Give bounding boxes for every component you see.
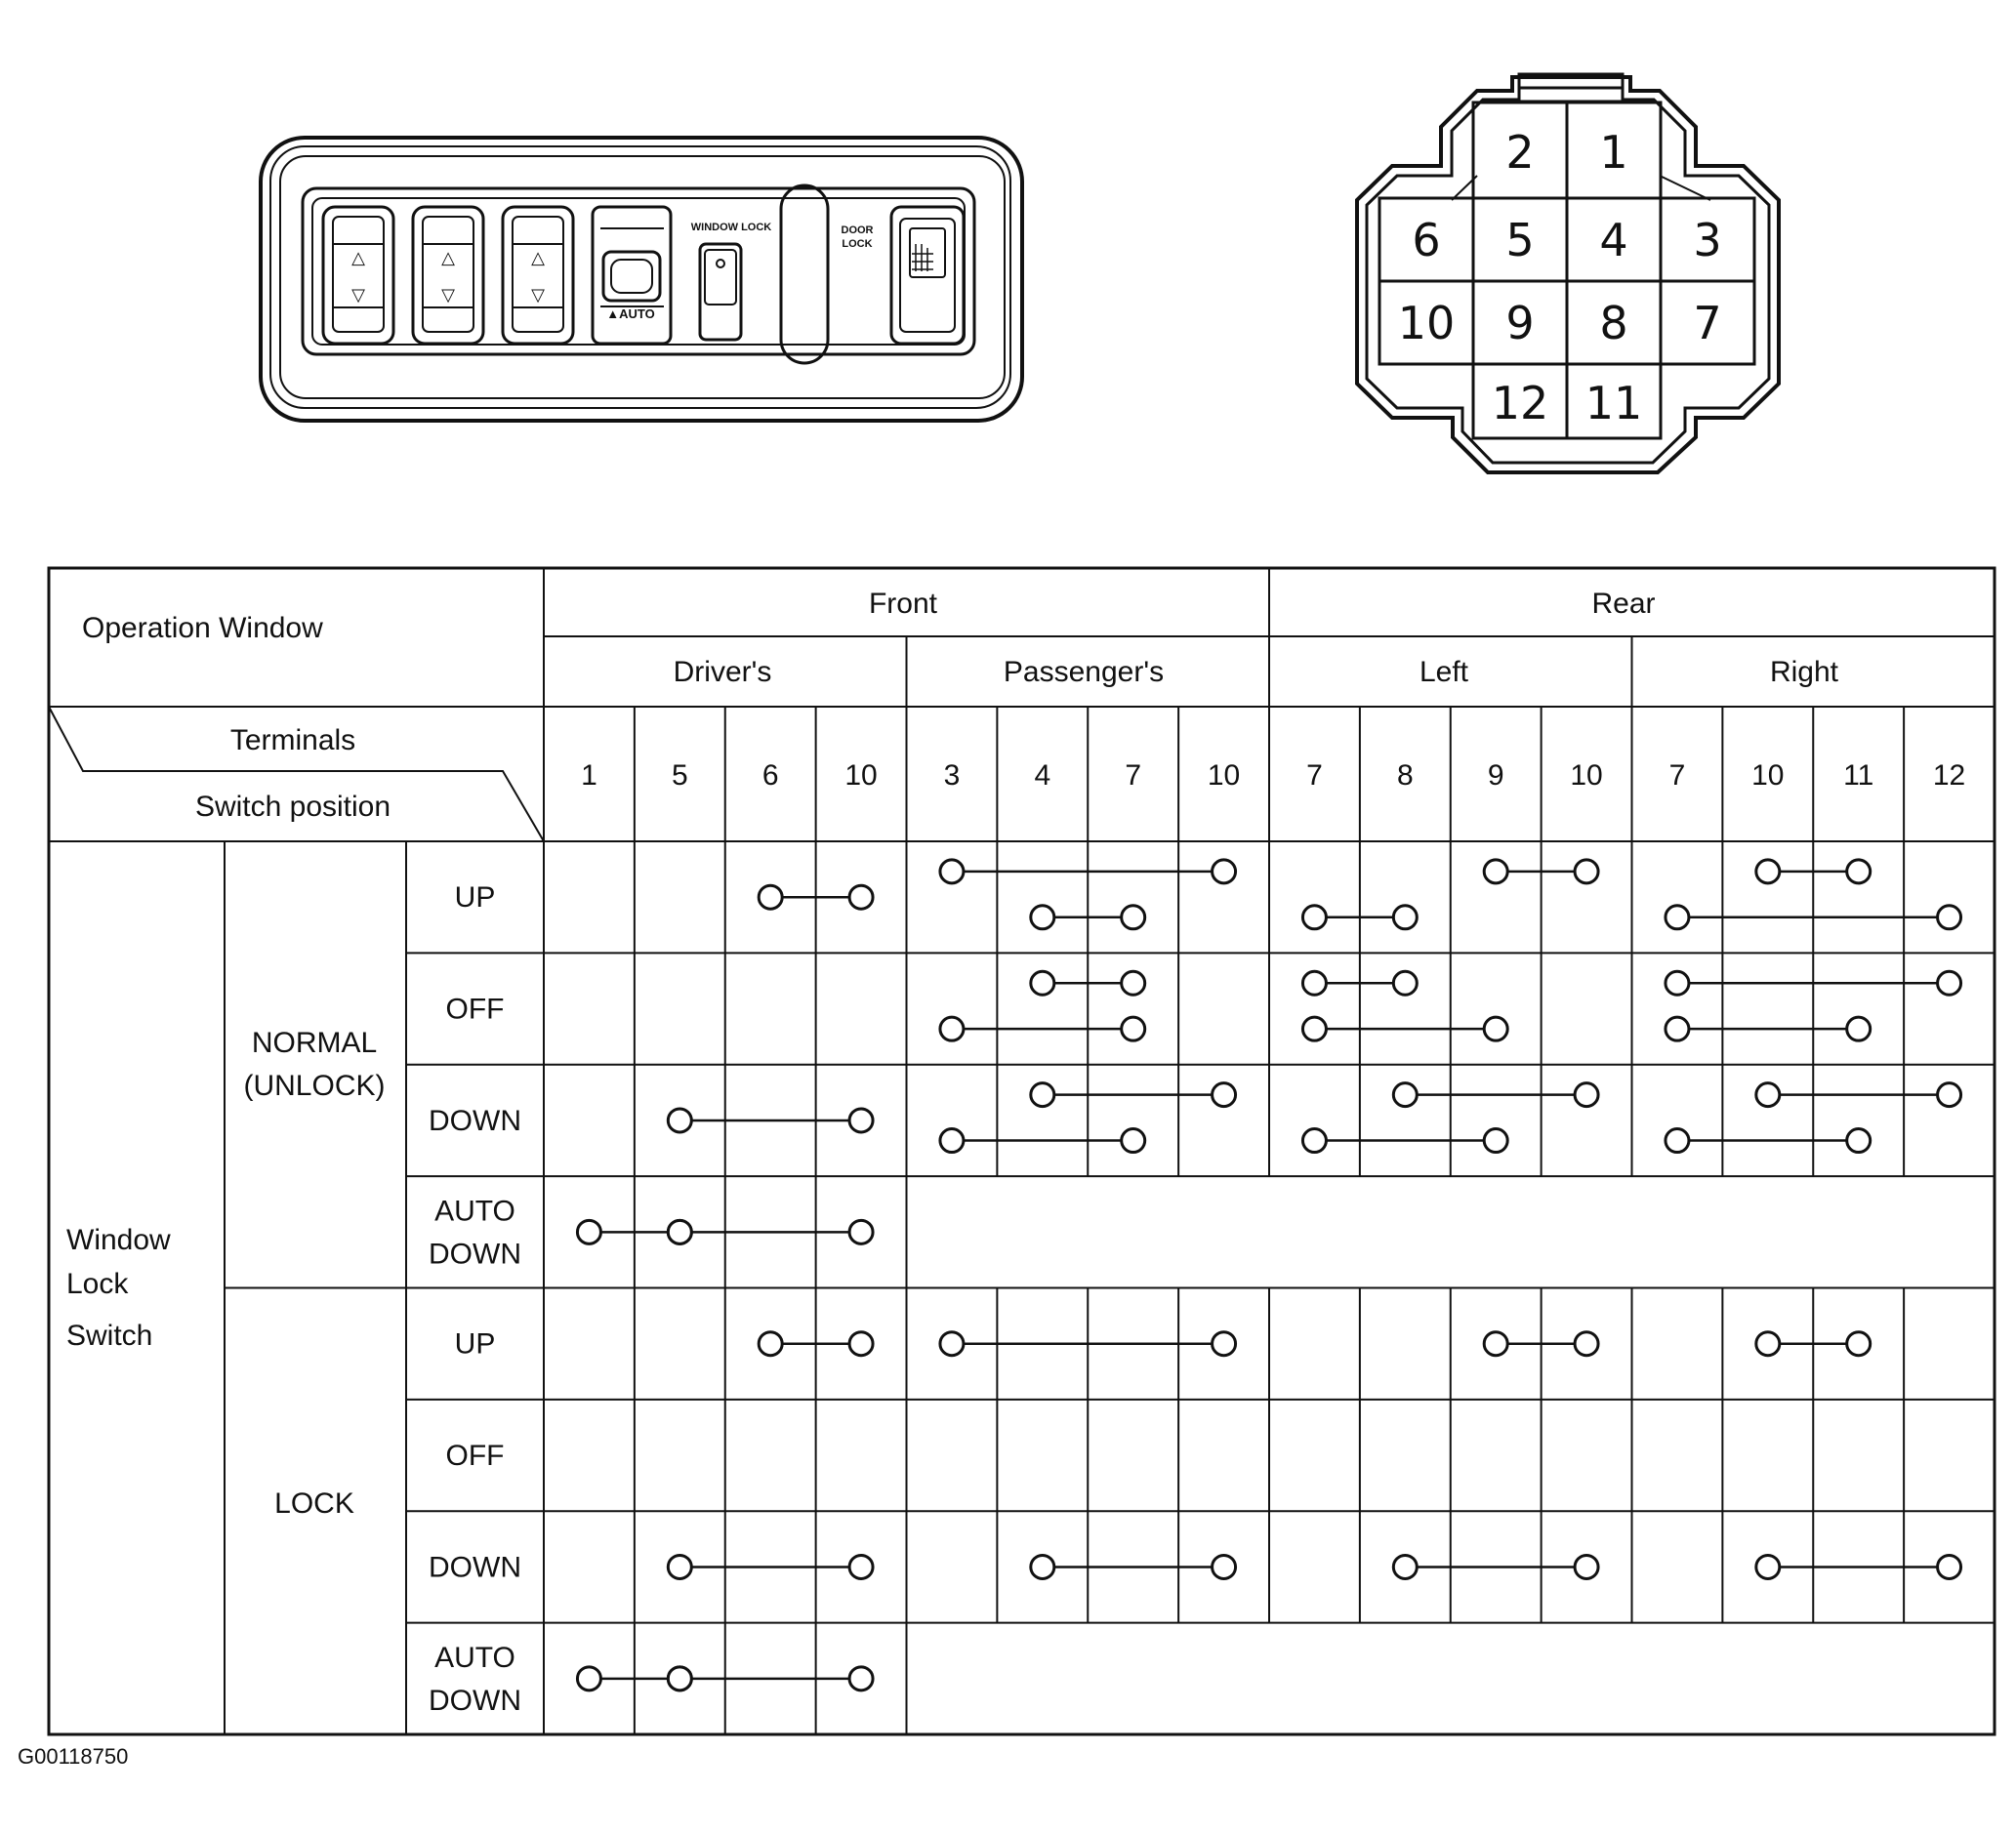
operation-window-label: Operation Window <box>82 612 323 644</box>
terminal-dot <box>1122 906 1145 929</box>
group-front: Front <box>868 588 938 620</box>
terminal-dot <box>1031 971 1054 995</box>
terminal-dot <box>577 1667 600 1690</box>
window-lock-switch[interactable] <box>700 244 741 340</box>
pin-8: 8 <box>1599 297 1628 349</box>
continuity-link <box>1666 1129 1871 1153</box>
continuity-link <box>1302 1129 1507 1153</box>
terminal-dot <box>1393 906 1417 929</box>
terminal-dot <box>1213 1555 1236 1578</box>
terminal-dot <box>1756 1555 1780 1578</box>
terminal-header: 10 <box>1207 759 1241 792</box>
panel-divider <box>781 185 828 363</box>
terminal-dot <box>1031 1083 1054 1107</box>
terminal-dot <box>849 1555 873 1578</box>
terminal-dot <box>1393 1083 1417 1107</box>
switch-position-label: UP <box>454 881 496 915</box>
pin-11: 11 <box>1584 377 1643 429</box>
mode-normal-line1: NORMAL <box>251 1027 378 1059</box>
switch-position-label: DOWN <box>429 1104 521 1137</box>
pin-10: 10 <box>1397 297 1456 349</box>
continuity-table <box>49 568 1995 1734</box>
continuity-link <box>1393 1083 1598 1107</box>
terminal-header: 11 <box>1843 759 1874 792</box>
mode-normal-line2: (UNLOCK) <box>243 1070 386 1102</box>
terminal-header: 9 <box>1487 759 1504 792</box>
terminal-dot <box>759 1332 782 1356</box>
continuity-link <box>668 1555 873 1578</box>
terminal-header: 3 <box>943 759 961 792</box>
continuity-link <box>1393 1555 1598 1578</box>
continuity-link <box>668 1667 873 1690</box>
terminal-header: 1 <box>581 759 597 792</box>
terminal-dot <box>1847 860 1871 883</box>
down-arrow-icon: ▽ <box>441 285 455 305</box>
terminal-dot <box>940 1129 964 1153</box>
terminal-header: 7 <box>1668 759 1686 792</box>
terminal-dot <box>1393 971 1417 995</box>
terminal-dot <box>1484 860 1507 883</box>
door-lock-label-line1: DOOR <box>841 224 874 236</box>
terminal-dot <box>759 885 782 909</box>
terminal-dot <box>668 1220 691 1243</box>
terminal-dot <box>1666 1129 1689 1153</box>
terminal-dot <box>1847 1332 1871 1356</box>
terminal-dot <box>1938 1083 1961 1107</box>
terminal-dot <box>1302 906 1326 929</box>
terminal-dot <box>849 885 873 909</box>
subgroup-drivers: Driver's <box>673 656 772 688</box>
terminal-dot <box>1213 1083 1236 1107</box>
pin-9: 9 <box>1505 297 1535 349</box>
switch-position-label: AUTO <box>434 1195 515 1228</box>
terminal-dot <box>1031 906 1054 929</box>
continuity-link <box>1666 1017 1871 1040</box>
terminal-dot <box>1575 1555 1598 1578</box>
terminal-dot <box>1756 860 1780 883</box>
window-lock-switch-label-line1: Window <box>66 1224 171 1256</box>
switch-position-label: OFF <box>445 1440 505 1473</box>
pin-1: 1 <box>1599 126 1628 179</box>
pin-2: 2 <box>1505 126 1535 179</box>
terminal-header: 5 <box>671 759 688 792</box>
switch-position-label: DOWN <box>429 1238 521 1271</box>
terminals-label: Terminals <box>229 724 356 756</box>
subgroup-rear-left: Left <box>1419 656 1469 688</box>
switch-position-label: UP <box>454 1327 496 1361</box>
door-lock-icon <box>912 244 933 271</box>
continuity-link <box>1302 1017 1507 1040</box>
terminal-dot <box>1575 860 1598 883</box>
terminal-dot <box>1122 1017 1145 1040</box>
terminal-header: 7 <box>1125 759 1142 792</box>
auto-label: ▲AUTO <box>606 306 655 321</box>
switch-position-label: DOWN <box>429 1551 521 1584</box>
continuity-link <box>1756 1555 1961 1578</box>
window-switch-rear-left[interactable] <box>323 207 393 344</box>
terminal-dot <box>1938 971 1961 995</box>
terminal-dot <box>1122 971 1145 995</box>
terminal-dot <box>1302 1129 1326 1153</box>
terminal-dot <box>1575 1083 1598 1107</box>
continuity-link <box>668 1220 873 1243</box>
terminal-dot <box>1847 1017 1871 1040</box>
terminal-dot <box>1938 1555 1961 1578</box>
connector-face <box>1357 74 1779 472</box>
terminal-dot <box>849 1332 873 1356</box>
up-arrow-icon: △ <box>441 248 455 267</box>
pin-4: 4 <box>1599 214 1628 266</box>
driver-auto-switch[interactable] <box>593 207 671 344</box>
subgroup-rear-right: Right <box>1769 656 1839 688</box>
terminal-header: 7 <box>1306 759 1323 792</box>
terminal-dot <box>1666 906 1689 929</box>
pin-5: 5 <box>1505 214 1535 266</box>
master-switch-panel <box>261 138 1022 421</box>
terminal-dot <box>1484 1017 1507 1040</box>
window-switch-rear-right[interactable] <box>413 207 483 344</box>
terminal-dot <box>1847 1129 1871 1153</box>
subgroup-passengers: Passenger's <box>1003 656 1165 688</box>
window-lock-switch-label-line3: Switch <box>66 1320 153 1352</box>
terminal-dot <box>1938 906 1961 929</box>
terminal-header: 4 <box>1034 759 1051 792</box>
window-lock-switch-label-line2: Lock <box>66 1268 129 1300</box>
terminal-dot <box>1575 1332 1598 1356</box>
continuity-link <box>1031 1083 1236 1107</box>
window-switch-front-passenger[interactable] <box>503 207 573 344</box>
terminal-header: 12 <box>1932 759 1966 792</box>
down-arrow-icon: ▽ <box>531 285 545 305</box>
door-lock-label-line2: LOCK <box>842 238 873 250</box>
continuity-link <box>668 1109 873 1132</box>
down-arrow-icon: ▽ <box>351 285 365 305</box>
terminal-dot <box>1393 1555 1417 1578</box>
continuity-link <box>940 1017 1145 1040</box>
terminal-header: 10 <box>1751 759 1785 792</box>
terminal-dot <box>1302 1017 1326 1040</box>
continuity-link <box>940 1129 1145 1153</box>
terminal-header: 6 <box>761 759 779 792</box>
switch-position-label: DOWN <box>429 1684 521 1717</box>
group-rear: Rear <box>1591 588 1656 620</box>
figure-id: G00118750 <box>18 1744 129 1769</box>
terminal-dot <box>1756 1083 1780 1107</box>
switch-position-label: Switch position <box>194 791 391 823</box>
terminal-dot <box>1484 1129 1507 1153</box>
terminal-dot <box>1302 971 1326 995</box>
terminal-dot <box>1122 1129 1145 1153</box>
terminal-dot <box>849 1220 873 1243</box>
terminal-header: 10 <box>1570 759 1603 792</box>
terminal-dot <box>1666 1017 1689 1040</box>
up-arrow-icon: △ <box>351 248 365 267</box>
pin-3: 3 <box>1693 214 1722 266</box>
terminal-dot <box>849 1667 873 1690</box>
terminal-header: 10 <box>844 759 878 792</box>
window-lock-label: WINDOW LOCK <box>690 222 772 233</box>
continuity-link <box>1031 1555 1236 1578</box>
switch-position-label: OFF <box>445 993 505 1026</box>
terminal-dot <box>668 1667 691 1690</box>
door-lock-switch[interactable] <box>891 207 964 344</box>
terminal-header: 8 <box>1396 759 1414 792</box>
pin-6: 6 <box>1412 214 1441 266</box>
terminal-dot <box>940 860 964 883</box>
terminal-dot <box>1484 1332 1507 1356</box>
pin-12: 12 <box>1491 377 1549 429</box>
terminal-dot <box>940 1332 964 1356</box>
terminal-dot <box>1666 971 1689 995</box>
pin-7: 7 <box>1693 297 1722 349</box>
terminal-dot <box>940 1017 964 1040</box>
terminal-dot <box>668 1555 691 1578</box>
continuity-link <box>1756 1083 1961 1107</box>
terminal-dot <box>668 1109 691 1132</box>
up-arrow-icon: △ <box>531 248 545 267</box>
terminal-dot <box>577 1220 600 1243</box>
terminal-dot <box>1756 1332 1780 1356</box>
mode-lock: LOCK <box>274 1487 354 1520</box>
terminal-dot <box>849 1109 873 1132</box>
terminal-dot <box>1213 1332 1236 1356</box>
switch-position-label: AUTO <box>434 1641 515 1674</box>
terminal-dot <box>1031 1555 1054 1578</box>
terminal-dot <box>1213 860 1236 883</box>
